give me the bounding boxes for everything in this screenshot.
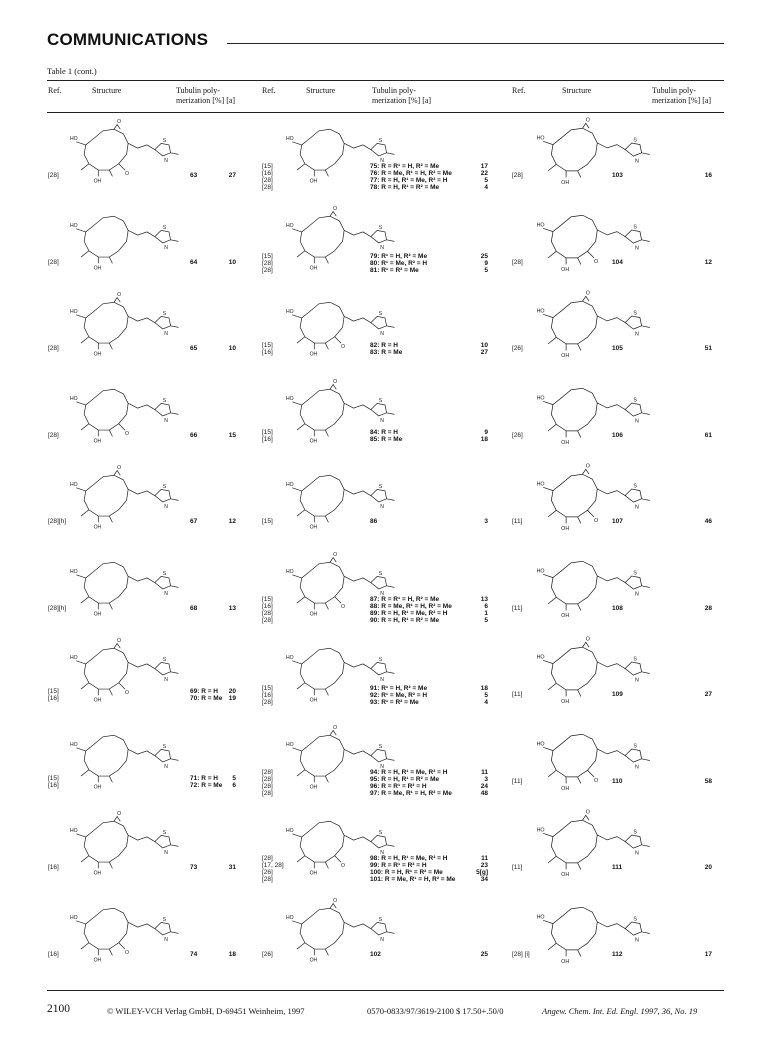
compound-label: 79: R¹ = H, R² = Me 80: R¹ = Me, R² = H 81: R¹ = R² = Me (370, 252, 428, 274)
svg-text:OH: OH (93, 438, 102, 445)
structure-drawing (70, 466, 180, 530)
svg-text:S: S (378, 570, 383, 577)
col-header-ref-2: Ref. (262, 86, 276, 95)
svg-text:HO: HO (70, 914, 78, 921)
svg-text:S: S (633, 656, 637, 663)
reference-tag: [28] (48, 431, 59, 439)
svg-text:S: S (633, 829, 637, 836)
structure-drawing (70, 812, 180, 876)
polymerization-value: 20 (704, 864, 712, 871)
svg-text:O: O (585, 290, 590, 297)
svg-text:S: S (378, 743, 383, 750)
compound-label: 107 (612, 518, 623, 525)
reference-tag: [15] [16] (262, 342, 273, 356)
svg-text:N: N (164, 936, 168, 943)
compound-label: 91: R¹ = H, R² = Me 92: R¹ = Me, R² = H 93: R¹ = R² = Me (370, 685, 428, 706)
reference-tag: [15] [28] [28] (262, 252, 273, 274)
table-top-rule (47, 80, 724, 81)
svg-text:OH: OH (561, 526, 570, 532)
reference-tag: [28] (48, 172, 59, 179)
reference-tag: [16] (48, 864, 59, 871)
svg-text:N: N (164, 244, 168, 251)
compound-label: 67 (190, 518, 198, 525)
polymerization-value: 9 18 (480, 428, 488, 443)
svg-text:HO: HO (70, 309, 78, 316)
reference-tag: [15] [16] [28] (262, 685, 273, 706)
compound-label: 63 (190, 172, 198, 179)
compound-label: 69: R = H 70: R = Me (190, 688, 223, 702)
polymerization-value: 11 3 24 48 (480, 768, 488, 797)
svg-text:S: S (162, 310, 167, 317)
compound-label: 75: R = R¹ = H, R² = Me 76: R = Me, R¹ = H, R² = Me 77: R = H, R¹ = Me, R² = H 78: R = H, R¹ = R² = Me (370, 163, 452, 191)
svg-text:OH: OH (93, 870, 102, 877)
structure-drawing (534, 380, 654, 444)
structure-drawing (534, 636, 654, 705)
svg-text:OH: OH (93, 697, 102, 704)
svg-text:HO: HO (70, 222, 78, 229)
svg-text:O: O (585, 636, 590, 643)
svg-text:OH: OH (309, 870, 318, 877)
svg-text:N: N (164, 590, 168, 597)
svg-text:N: N (380, 504, 384, 511)
svg-text:OH: OH (93, 265, 102, 272)
page-number: 2100 (47, 1003, 70, 1015)
col-header-structure-3: Structure (562, 86, 592, 95)
svg-text:HO: HO (286, 482, 294, 489)
svg-text:HO: HO (286, 309, 294, 316)
header-rule (227, 43, 724, 44)
structure-drawing (286, 466, 396, 530)
svg-text:S: S (633, 223, 637, 230)
reference-tag: [28] (512, 258, 523, 266)
compound-label: 103 (612, 172, 623, 179)
svg-text:HO: HO (286, 655, 294, 662)
svg-text:S: S (162, 224, 167, 231)
svg-text:O: O (125, 689, 129, 696)
structure-drawing (70, 639, 180, 703)
structure-drawing (70, 293, 180, 357)
svg-text:S: S (378, 397, 383, 404)
svg-text:S: S (378, 310, 383, 317)
svg-text:S: S (378, 829, 383, 836)
compound-label: 87: R = R¹ = H, R² = Me 88: R = Me, R¹ = H, R² = Me 89: R = H, R¹ = Me, R² = H 90: R = H, R¹ = R² = Me (370, 595, 452, 624)
svg-text:N: N (635, 764, 639, 771)
polymerization-value: 25 9 5 (480, 252, 488, 274)
structure-drawing (534, 117, 654, 186)
svg-text:O: O (125, 430, 129, 437)
svg-text:N: N (164, 331, 168, 338)
compound-label: 94: R = H, R¹ = Me, R² = H 95: R = H, R¹ = R² = Me 96: R = R¹ = R² = H 97: R = Me, R¹ = H, R² = Me (370, 768, 452, 797)
compound-label: 104 (612, 258, 623, 266)
svg-text:S: S (162, 137, 167, 144)
svg-text:HO: HO (286, 741, 294, 748)
svg-text:OH: OH (561, 958, 570, 965)
compound-label: 98: R = H, R¹ = Me, R² = H 99: R = R¹ = R² = H 100: R = H, R¹ = R² = Me 101: R = Me, R¹ = H, R² = Me (370, 855, 456, 883)
svg-text:N: N (380, 158, 384, 165)
svg-text:HO: HO (536, 395, 545, 402)
svg-text:S: S (162, 743, 167, 750)
svg-text:N: N (164, 677, 168, 684)
compound-label: 73 (190, 864, 198, 871)
polymerization-value: 51 (704, 345, 712, 352)
svg-text:N: N (635, 677, 639, 684)
svg-text:S: S (162, 397, 167, 404)
col-header-structure-2: Structure (306, 86, 336, 95)
svg-text:HO: HO (286, 914, 294, 921)
polymerization-value: 31 (228, 864, 236, 871)
svg-text:O: O (333, 897, 338, 904)
svg-text:S: S (162, 483, 167, 490)
svg-text:O: O (585, 463, 590, 470)
svg-text:OH: OH (93, 524, 102, 531)
polymerization-value: 17 (704, 950, 712, 958)
compound-label: 65 (190, 345, 198, 352)
polymerization-value: 20 19 (228, 688, 236, 702)
copyright-notice: © WILEY-VCH Verlag GmbH, D-69451 Weinheim, 1997 (107, 1006, 305, 1016)
table-bottom-rule (47, 990, 724, 991)
polymerization-value: 58 (704, 777, 712, 785)
svg-text:HO: HO (536, 222, 545, 229)
structure-drawing (70, 553, 180, 617)
table-caption: Table 1 (cont.) (47, 66, 97, 76)
svg-text:HO: HO (70, 655, 78, 662)
polymerization-value: 46 (704, 518, 712, 525)
polymerization-value: 3 (484, 518, 488, 525)
svg-text:O: O (117, 637, 122, 644)
svg-text:O: O (341, 343, 345, 350)
svg-text:N: N (380, 850, 384, 857)
svg-text:N: N (635, 158, 639, 165)
compound-label: 111 (612, 864, 623, 871)
svg-text:S: S (633, 742, 637, 749)
polymerization-value: 13 6 1 5 (480, 595, 488, 624)
col-header-structure-1: Structure (92, 86, 122, 95)
svg-text:HO: HO (70, 568, 78, 575)
svg-text:O: O (125, 949, 129, 956)
svg-text:OH: OH (309, 265, 318, 272)
polymerization-value: 12 (228, 518, 236, 525)
svg-text:N: N (635, 850, 639, 857)
structure-drawing (70, 120, 180, 184)
compound-label: 74 (190, 950, 198, 958)
svg-text:O: O (594, 517, 599, 524)
svg-text:HO: HO (536, 741, 545, 748)
svg-text:O: O (125, 170, 129, 177)
structure-drawing (534, 207, 654, 271)
svg-text:HO: HO (286, 136, 294, 143)
compound-label: 109 (612, 691, 623, 698)
structure-drawing (70, 899, 180, 963)
svg-text:O: O (594, 777, 599, 784)
svg-text:OH: OH (561, 612, 570, 619)
svg-text:HO: HO (70, 395, 78, 402)
svg-text:O: O (117, 464, 122, 471)
svg-text:O: O (585, 809, 590, 816)
structure-drawing (534, 463, 654, 532)
reference-tag: [28][h] (48, 604, 67, 612)
polymerization-value: 28 (704, 604, 712, 612)
svg-text:S: S (633, 396, 637, 403)
compound-label: 112 (612, 950, 623, 958)
svg-text:HO: HO (286, 222, 294, 229)
polymerization-value: 16 (704, 172, 712, 179)
svg-text:OH: OH (309, 178, 318, 185)
svg-text:HO: HO (536, 654, 545, 661)
compound-label: 68 (190, 604, 198, 612)
svg-text:O: O (333, 205, 338, 212)
reference-tag: [28] [i] (512, 950, 530, 958)
reference-tag: [28] [28] [28] [28] (262, 768, 273, 797)
reference-tag: [28] (48, 345, 59, 352)
svg-text:S: S (378, 916, 383, 923)
svg-text:HO: HO (536, 135, 545, 142)
svg-text:OH: OH (93, 351, 102, 358)
polymerization-value: 15 (228, 431, 236, 439)
reference-tag: [26] (512, 431, 523, 439)
svg-text:OH: OH (309, 957, 318, 964)
svg-text:HO: HO (286, 395, 294, 402)
table-header-rule (47, 112, 724, 113)
svg-text:N: N (380, 331, 384, 338)
svg-text:HO: HO (286, 828, 294, 835)
reference-tag: [11] (512, 604, 523, 612)
polymerization-value: 61 (704, 431, 712, 439)
svg-text:O: O (117, 291, 122, 298)
section-title: COMMUNICATIONS (47, 30, 209, 49)
structure-drawing (534, 726, 654, 790)
svg-text:N: N (164, 504, 168, 511)
col-header-ref-3: Ref. (512, 86, 526, 95)
svg-text:OH: OH (309, 611, 318, 618)
compound-label: 82: R = H 83: R = Me (370, 342, 403, 356)
polymerization-value: 25 (480, 950, 488, 958)
compound-label: 86 (370, 518, 378, 525)
reference-tag: [26] (262, 950, 273, 958)
polymerization-value: 5 6 (232, 774, 236, 789)
svg-text:OH: OH (561, 266, 570, 273)
compound-label: 66 (190, 431, 198, 439)
polymerization-value: 18 5 4 (480, 685, 488, 706)
col-header-activity-2: Tubulin poly- merization [%] [a] (372, 86, 432, 105)
svg-text:S: S (162, 829, 167, 836)
svg-text:O: O (117, 810, 122, 817)
compound-label: 84: R = H 85: R = Me (370, 428, 403, 443)
svg-text:N: N (635, 504, 639, 511)
svg-text:OH: OH (561, 872, 570, 878)
svg-text:HO: HO (70, 741, 78, 748)
svg-text:OH: OH (561, 180, 570, 186)
svg-text:N: N (635, 591, 639, 598)
svg-text:OH: OH (93, 784, 102, 791)
polymerization-value: 10 (228, 345, 236, 352)
svg-text:OH: OH (309, 697, 318, 704)
reference-tag: [15] [16] [28] [28] (262, 595, 273, 624)
reference-tag: [15] [16] (262, 428, 273, 443)
svg-text:OH: OH (561, 785, 570, 792)
reference-tag: [11] (512, 777, 523, 785)
reference-tag: [26] (512, 345, 523, 352)
svg-text:OH: OH (561, 699, 570, 705)
reference-tag: [15] (262, 518, 273, 525)
svg-text:OH: OH (93, 178, 102, 185)
svg-text:O: O (585, 117, 590, 124)
polymerization-value: 12 (704, 258, 712, 266)
svg-text:N: N (635, 331, 639, 338)
svg-text:N: N (164, 763, 168, 770)
svg-text:S: S (378, 483, 383, 490)
svg-text:O: O (333, 378, 338, 385)
structure-drawing (534, 809, 654, 878)
svg-text:HO: HO (536, 481, 545, 488)
svg-text:N: N (635, 245, 639, 252)
svg-text:O: O (341, 603, 345, 610)
svg-text:N: N (380, 677, 384, 684)
structure-drawing (534, 290, 654, 359)
svg-text:N: N (635, 937, 639, 944)
compound-label: 102 (370, 950, 381, 958)
svg-text:HO: HO (70, 482, 78, 489)
svg-text:OH: OH (93, 957, 102, 964)
running-header (47, 30, 724, 52)
svg-text:HO: HO (286, 568, 294, 575)
structure-drawing (70, 207, 180, 271)
issn-code: 0570-0833/97/3619-2100 $ 17.50+.50/0 (367, 1006, 504, 1016)
svg-text:HO: HO (70, 828, 78, 835)
reference-tag: [11] (512, 518, 523, 525)
svg-text:HO: HO (536, 827, 545, 834)
svg-text:OH: OH (561, 439, 570, 446)
reference-tag: [28][h] (48, 518, 67, 525)
polymerization-value: 10 (228, 258, 236, 266)
svg-text:N: N (635, 418, 639, 425)
structure-drawing (70, 726, 180, 790)
col-header-activity-1: Tubulin poly- merization [%] [a] (176, 86, 236, 105)
journal-citation: Angew. Chem. Int. Ed. Engl. 1997, 36, No. 19 (542, 1006, 698, 1016)
svg-text:N: N (380, 936, 384, 943)
svg-text:N: N (380, 244, 384, 251)
col-header-activity-3: Tubulin poly- merization [%] [a] (652, 86, 712, 105)
svg-text:N: N (164, 158, 168, 165)
polymerization-value: 18 (228, 950, 236, 958)
svg-text:OH: OH (309, 351, 318, 358)
svg-text:S: S (162, 656, 167, 663)
compound-label: 71: R = H 72: R = Me (190, 774, 223, 789)
svg-text:N: N (164, 417, 168, 424)
svg-text:N: N (380, 590, 384, 597)
compound-label: 110 (612, 777, 623, 785)
polymerization-value: 11 23 5[g] 34 (476, 855, 488, 883)
structure-drawing (70, 380, 180, 444)
compound-label: 108 (612, 604, 623, 612)
reference-tag: [28] (48, 258, 59, 266)
svg-text:N: N (380, 417, 384, 424)
reference-tag: [15] [16] (48, 774, 59, 789)
polymerization-value: 10 27 (480, 342, 488, 356)
compound-label: 106 (612, 431, 623, 439)
svg-text:HO: HO (536, 914, 545, 921)
polymerization-value: 27 (704, 691, 712, 698)
svg-text:N: N (164, 850, 168, 857)
svg-text:S: S (633, 483, 637, 490)
svg-text:HO: HO (70, 136, 78, 143)
reference-tag: [28] [17, 28] [26] [28] (262, 855, 284, 883)
svg-text:N: N (380, 763, 384, 770)
reference-tag: [11] (512, 864, 523, 871)
svg-text:O: O (594, 258, 599, 265)
svg-text:OH: OH (561, 353, 570, 359)
structure-drawing (534, 899, 654, 963)
svg-text:O: O (333, 551, 338, 558)
svg-text:OH: OH (309, 784, 318, 791)
svg-text:S: S (162, 570, 167, 577)
svg-text:OH: OH (93, 611, 102, 618)
compound-label: 64 (190, 258, 198, 266)
reference-tag: [28] (512, 172, 523, 179)
svg-text:S: S (633, 915, 637, 922)
svg-text:S: S (378, 137, 383, 144)
reference-tag: [11] (512, 691, 523, 698)
svg-text:S: S (162, 916, 167, 923)
reference-tag: [15] [16] (48, 688, 59, 702)
polymerization-value: 17 22 5 4 (480, 163, 488, 191)
svg-text:S: S (633, 310, 637, 317)
col-header-ref-1: Ref. (48, 86, 62, 95)
svg-text:S: S (633, 569, 637, 576)
svg-text:HO: HO (536, 568, 545, 575)
polymerization-value: 13 (228, 604, 236, 612)
compound-label: 105 (612, 345, 623, 352)
svg-text:OH: OH (309, 438, 318, 445)
svg-text:HO: HO (536, 308, 545, 315)
svg-text:OH: OH (309, 524, 318, 531)
reference-tag: [16] (48, 950, 59, 958)
svg-text:O: O (341, 862, 345, 869)
polymerization-value: 27 (228, 172, 236, 179)
structure-drawing (534, 553, 654, 617)
svg-text:O: O (333, 724, 338, 731)
svg-text:S: S (378, 224, 383, 231)
svg-text:S: S (633, 137, 637, 144)
reference-tag: [15] [16] [28] [28] (262, 163, 273, 191)
svg-text:O: O (117, 118, 122, 125)
svg-text:S: S (378, 656, 383, 663)
